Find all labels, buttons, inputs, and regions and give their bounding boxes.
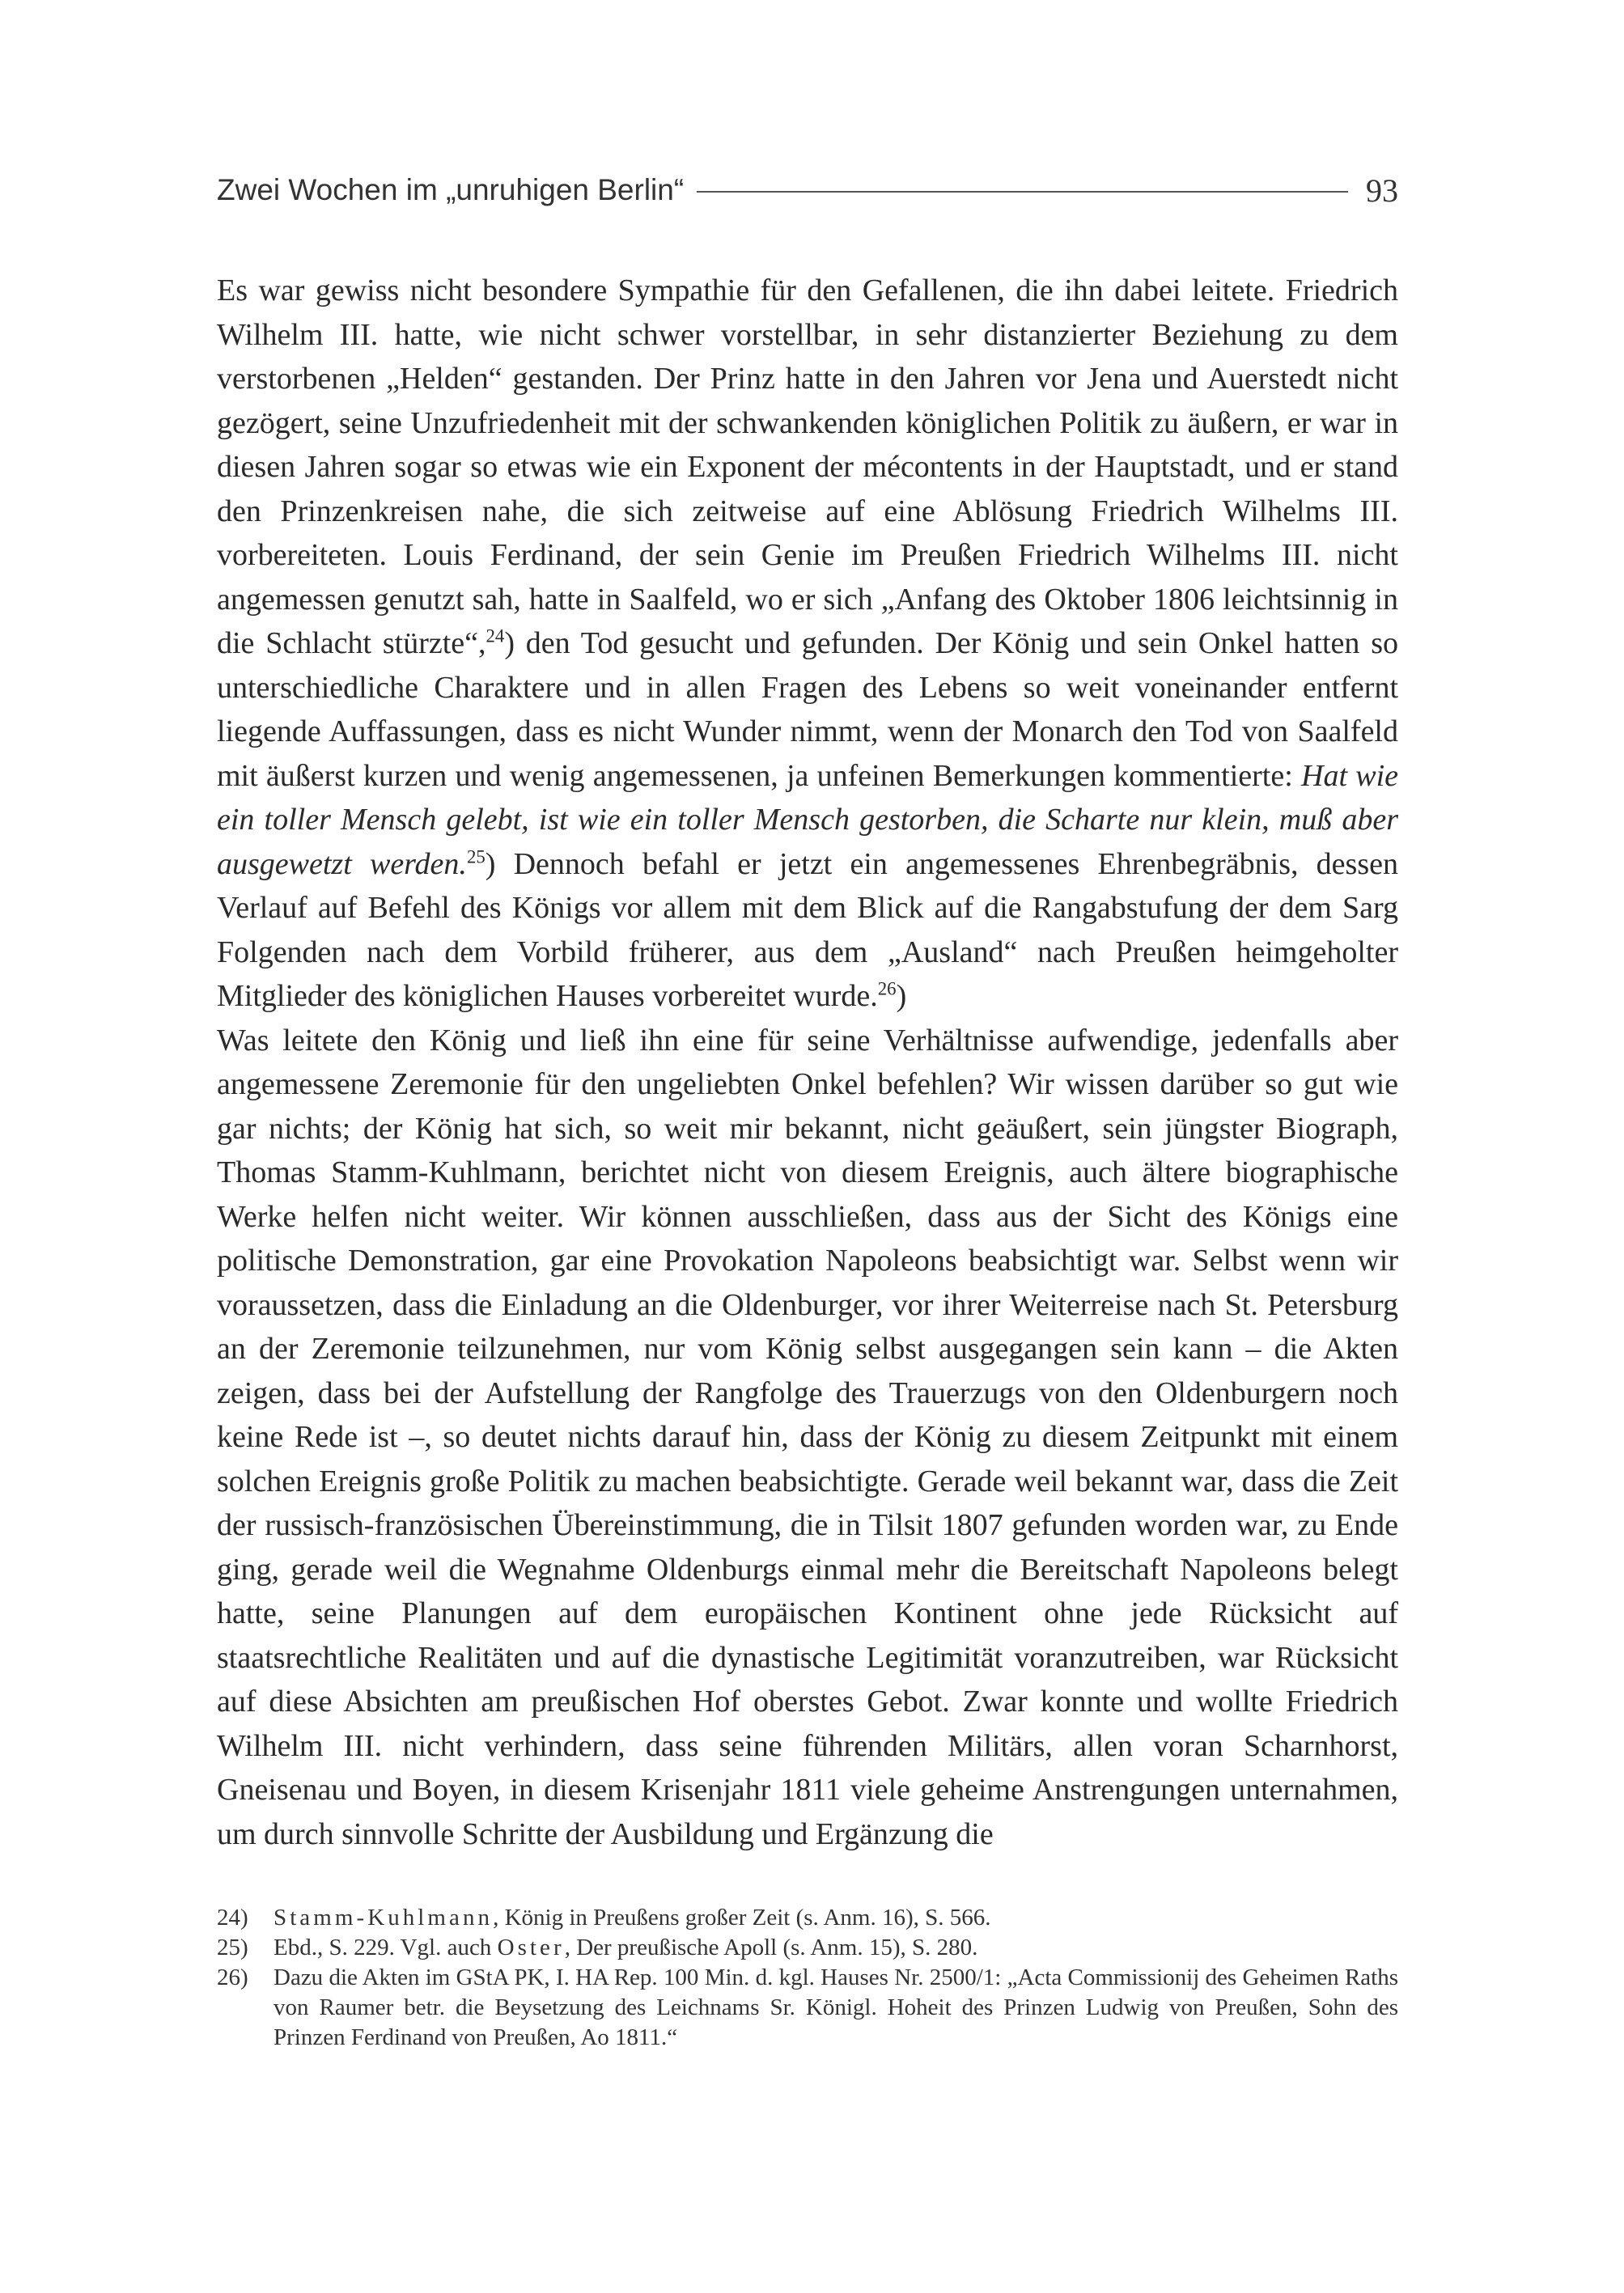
- footnotes: [217, 1903, 1398, 2053]
- footnote-ref-24[interactable]: 24: [486, 625, 505, 646]
- text-segment: ) den Tod gesucht und gefunden. Der König und sein Onkel hatten so unterschiedliche Charaktere und in allen Fragen des Lebens so weit voneinander entfernt liegende Auffassungen, dass es nicht Wunder nimmt, wenn der Monarch den Tod von Saalfeld mit äußerst kurzen und wenig angemessenen, ja unfeinen Bemerkungen kommentierte:: [217, 626, 1398, 793]
- text-segment: ) Dennoch befahl er jetzt ein angemessenes Ehrenbegräbnis, dessen Verlauf auf Befehl des Königs vor allem mit dem Blick auf die Rangabstufung der dem Sarg Folgenden nach dem Vorbild früherer, aus dem „Ausland“ nach Preußen heimgeholter Mitglieder des königlichen Hauses vorbereitet wurde.: [217, 846, 1398, 1013]
- footnote-rest: , König in Preußens großer Zeit (s. Anm. 16), S. 566.: [493, 1905, 991, 1931]
- footnote-author: Oster: [497, 1935, 565, 1960]
- footnote-pre: Ebd., S. 229. Vgl. auch: [273, 1935, 498, 1960]
- footnote-number: 25): [217, 1935, 248, 1960]
- paragraph-2: Was leitete den König und ließ ihn eine für seine Verhältnisse aufwendige, jedenfalls aber angemessene Zeremonie für den ungeliebten Onkel befehlen? Wir wissen darüber so gut wie gar nichts; der König hat sich, so weit mir bekannt, nicht geäußert, sein jüngster Biograph, Thomas Stamm-Kuhlmann, berichtet nicht von diesem Ereignis, auch ältere biographische Werke helfen nicht weiter. Wir können ausschließen, dass aus der Sicht des Königs eine politische Demonstration, gar eine Provokation Napoleons beabsichtigt war. Selbst wenn wir voraussetzen, dass die Einladung an die Oldenburger, vor ihrer Weiterreise nach St. Petersburg an der Zeremonie teilzunehmen, nur vom König selbst ausgegangen sein kann – die Akten zeigen, dass bei der Aufstellung der Rangfolge des Trauerzugs von den Oldenburgern noch keine Rede ist –, so deutet nichts darauf hin, dass der König zu diesem Zeitpunkt mit einem solchen Ereignis große Politik zu machen beabsichtigte. Gerade weil bekannt war, dass die Zeit der russisch-französischen Übereinstimmung, die in Tilsit 1807 gefunden worden war, zu Ende ging, gerade weil die Wegnahme Oldenburgs einmal mehr die Bereitschaft Napoleons belegt hatte, seine Planungen auf dem europäischen Kontinent ohne jede Rücksicht auf staatsrechtliche Realitäten und auf die dynastische Legitimität voranzutreiben, war Rücksicht auf diese Absichten am preußischen Hof oberstes Gebot. Zwar konnte und wollte Friedrich Wilhelm III. nicht verhindern, dass seine führenden Militärs, allen voran Scharnhorst, Gneisenau und Boyen, in diesem Krisenjahr 1811 viele geheime Anstrengungen unternahmen, um durch sinnvolle Schritte der Ausbildung und Ergänzung die: [217, 1023, 1398, 1851]
- footnote-ref-25[interactable]: 25: [466, 846, 486, 867]
- text-segment: ): [896, 979, 907, 1013]
- header-rule: [697, 191, 1348, 193]
- footnote-25: [217, 1933, 1398, 1963]
- book-page: [217, 162, 1398, 2053]
- footnote-text: Dazu die Akten im GStA PK, I. HA Rep. 100 Min. d. kgl. Hauses Nr. 2500/1: „Acta Commissionij des Geheimen Raths von Raumer betr. die Beysetzung des Leichnams Sr. Königl. Hoheit des Prinzen Ludwig von Preußen, Sohn des Prinzen Ferdinand von Preußen, Ao 1811.“: [273, 1965, 1398, 2050]
- footnote-text: [273, 1903, 1398, 1933]
- footnote-number: 26): [217, 1965, 248, 1990]
- footnote-text: [273, 1933, 1398, 1963]
- footnote-author: Stamm-Kuhlmann: [273, 1905, 494, 1931]
- page-number: 93: [1366, 172, 1398, 209]
- running-title: Zwei Wochen im „unruhigen Berlin“: [217, 173, 685, 206]
- footnote-24: [217, 1903, 1398, 1933]
- paragraph-1: [217, 269, 1398, 1019]
- king-quote: Hat wie ein toller Mensch gelebt, ist wie ein toller Mensch gestorben, die Scharte nur klein, muß aber ausgewetzt werden.: [217, 758, 1398, 881]
- text-segment: Es war gewiss nicht besondere Sympathie für den Gefallenen, die ihn dabei leitete. Friedrich Wilhelm III. hatte, wie nicht schwer vorstellbar, in sehr distanzierter Beziehung zu dem verstorbenen „Helden“ gestanden. Der Prinz hatte in den Jahren vor Jena und Auerstedt nicht gezögert, seine Unzufriedenheit mit der schwankenden königlichen Politik zu äußern, er war in diesen Jahren sogar so etwas wie ein Exponent der mécontents in der Hauptstadt, und er stand den Prinzenkreisen nahe, die sich zeitweise auf eine Ablösung Friedrich Wilhelms III. vorbereiteten. Louis Ferdinand, der sein Genie im Preußen Friedrich Wilhelms III. nicht angemessen genutzt sah, hatte in Saalfeld, wo er sich „Anfang des Oktober 1806 leichtsinnig in die Schlacht stürzte“,: [217, 273, 1398, 660]
- running-header: [217, 162, 1398, 218]
- footnote-number: 24): [217, 1905, 248, 1931]
- footnote-ref-26[interactable]: 26: [877, 978, 897, 999]
- body-text: [217, 269, 1398, 1856]
- footnote-26: [217, 1963, 1398, 2053]
- footnote-rest: , Der preußische Apoll (s. Anm. 15), S. 280.: [564, 1935, 978, 1960]
